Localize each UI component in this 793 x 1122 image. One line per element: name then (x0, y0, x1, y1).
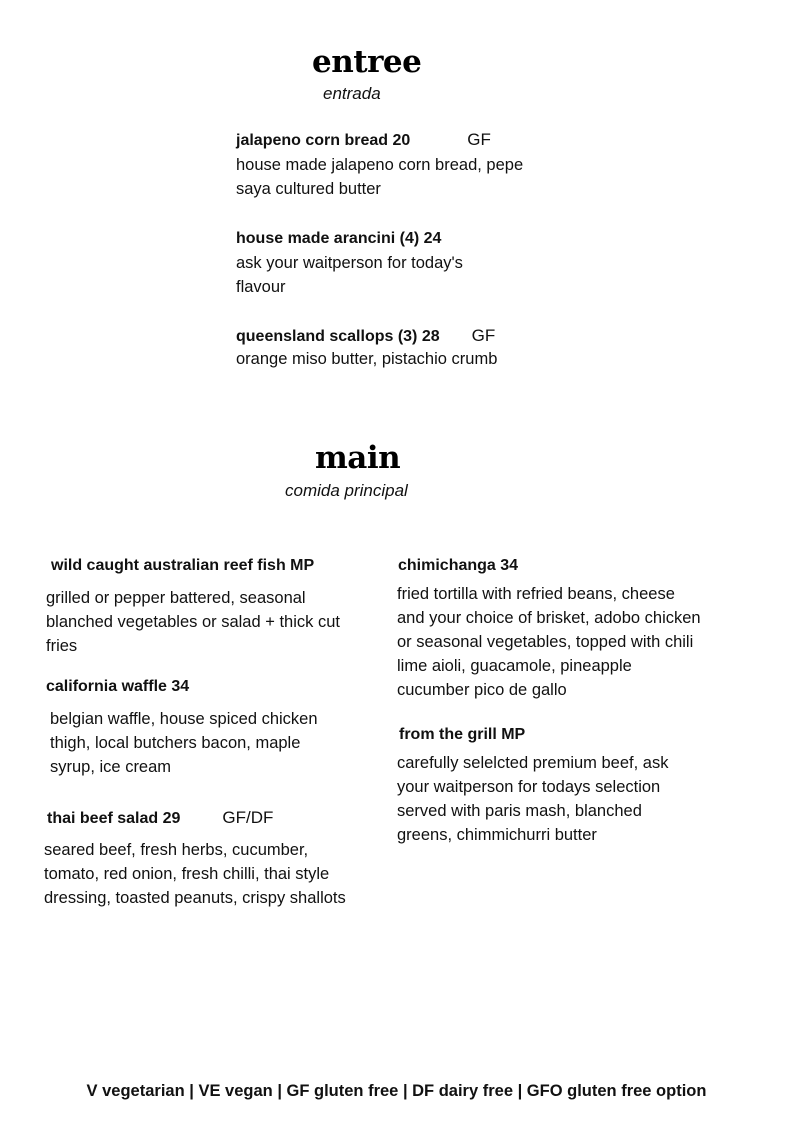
dietary-tag: GF/DF (222, 808, 274, 827)
menu-item-reef-fish (46, 556, 356, 658)
item-description: carefully selelcted premium beef, ask your waitperson for todays selection served with paris mash, blanched greens, chimmichurri butter (397, 754, 669, 844)
item-description: ask your waitperson for today's flavour (236, 254, 463, 296)
item-title: queensland scallops (3) 28 GF (236, 326, 496, 345)
item-title: thai beef salad 29 GF/DF (47, 808, 274, 827)
item-title: from the grill MP (399, 726, 526, 743)
menu-item-jalapeno-corn-bread (236, 130, 536, 201)
item-title: jalapeno corn bread 20 GF (236, 130, 491, 149)
menu-item-arancini (236, 229, 506, 299)
item-title: house made arancini (4) 24 (236, 230, 442, 247)
entree-subheading: entrada (323, 84, 381, 103)
menu-item-chimichanga (397, 556, 702, 702)
menu-item-thai-beef-salad (44, 808, 349, 910)
item-title: california waffle 34 (46, 678, 190, 695)
item-description: house made jalapeno corn bread, pepe saya cultured butter (236, 156, 524, 198)
menu-item-california-waffle (46, 677, 336, 779)
main-heading: main (315, 440, 401, 476)
entree-heading: entree (312, 44, 422, 80)
menu-item-from-the-grill (397, 725, 687, 847)
item-description: orange miso butter, pistachio crumb (236, 350, 498, 368)
dietary-legend: V vegetarian | VE vegan | GF gluten free | DF dairy free | GFO gluten free option (86, 1082, 707, 1100)
item-description: grilled or pepper battered, seasonal blanched vegetables or salad + thick cut fries (46, 589, 340, 655)
item-description: seared beef, fresh herbs, cucumber, tomato, red onion, fresh chilli, thai style dressing, toasted peanuts, crispy shallots (44, 841, 346, 907)
item-description: fried tortilla with refried beans, cheese and your choice of brisket, adobo chicken or seasonal vegetables, topped with chili lime aioli, guacamole, pineapple cucumber pico de gallo (397, 585, 701, 699)
item-title: wild caught australian reef fish MP (51, 557, 315, 574)
item-description: belgian waffle, house spiced chicken thigh, local butchers bacon, maple syrup, ice cream (50, 710, 318, 776)
menu-item-scallops (236, 326, 536, 371)
item-title: chimichanga 34 (398, 557, 519, 574)
main-subheading: comida principal (285, 481, 408, 500)
dietary-tag: GF (467, 130, 491, 149)
dietary-tag: GF (471, 326, 496, 345)
